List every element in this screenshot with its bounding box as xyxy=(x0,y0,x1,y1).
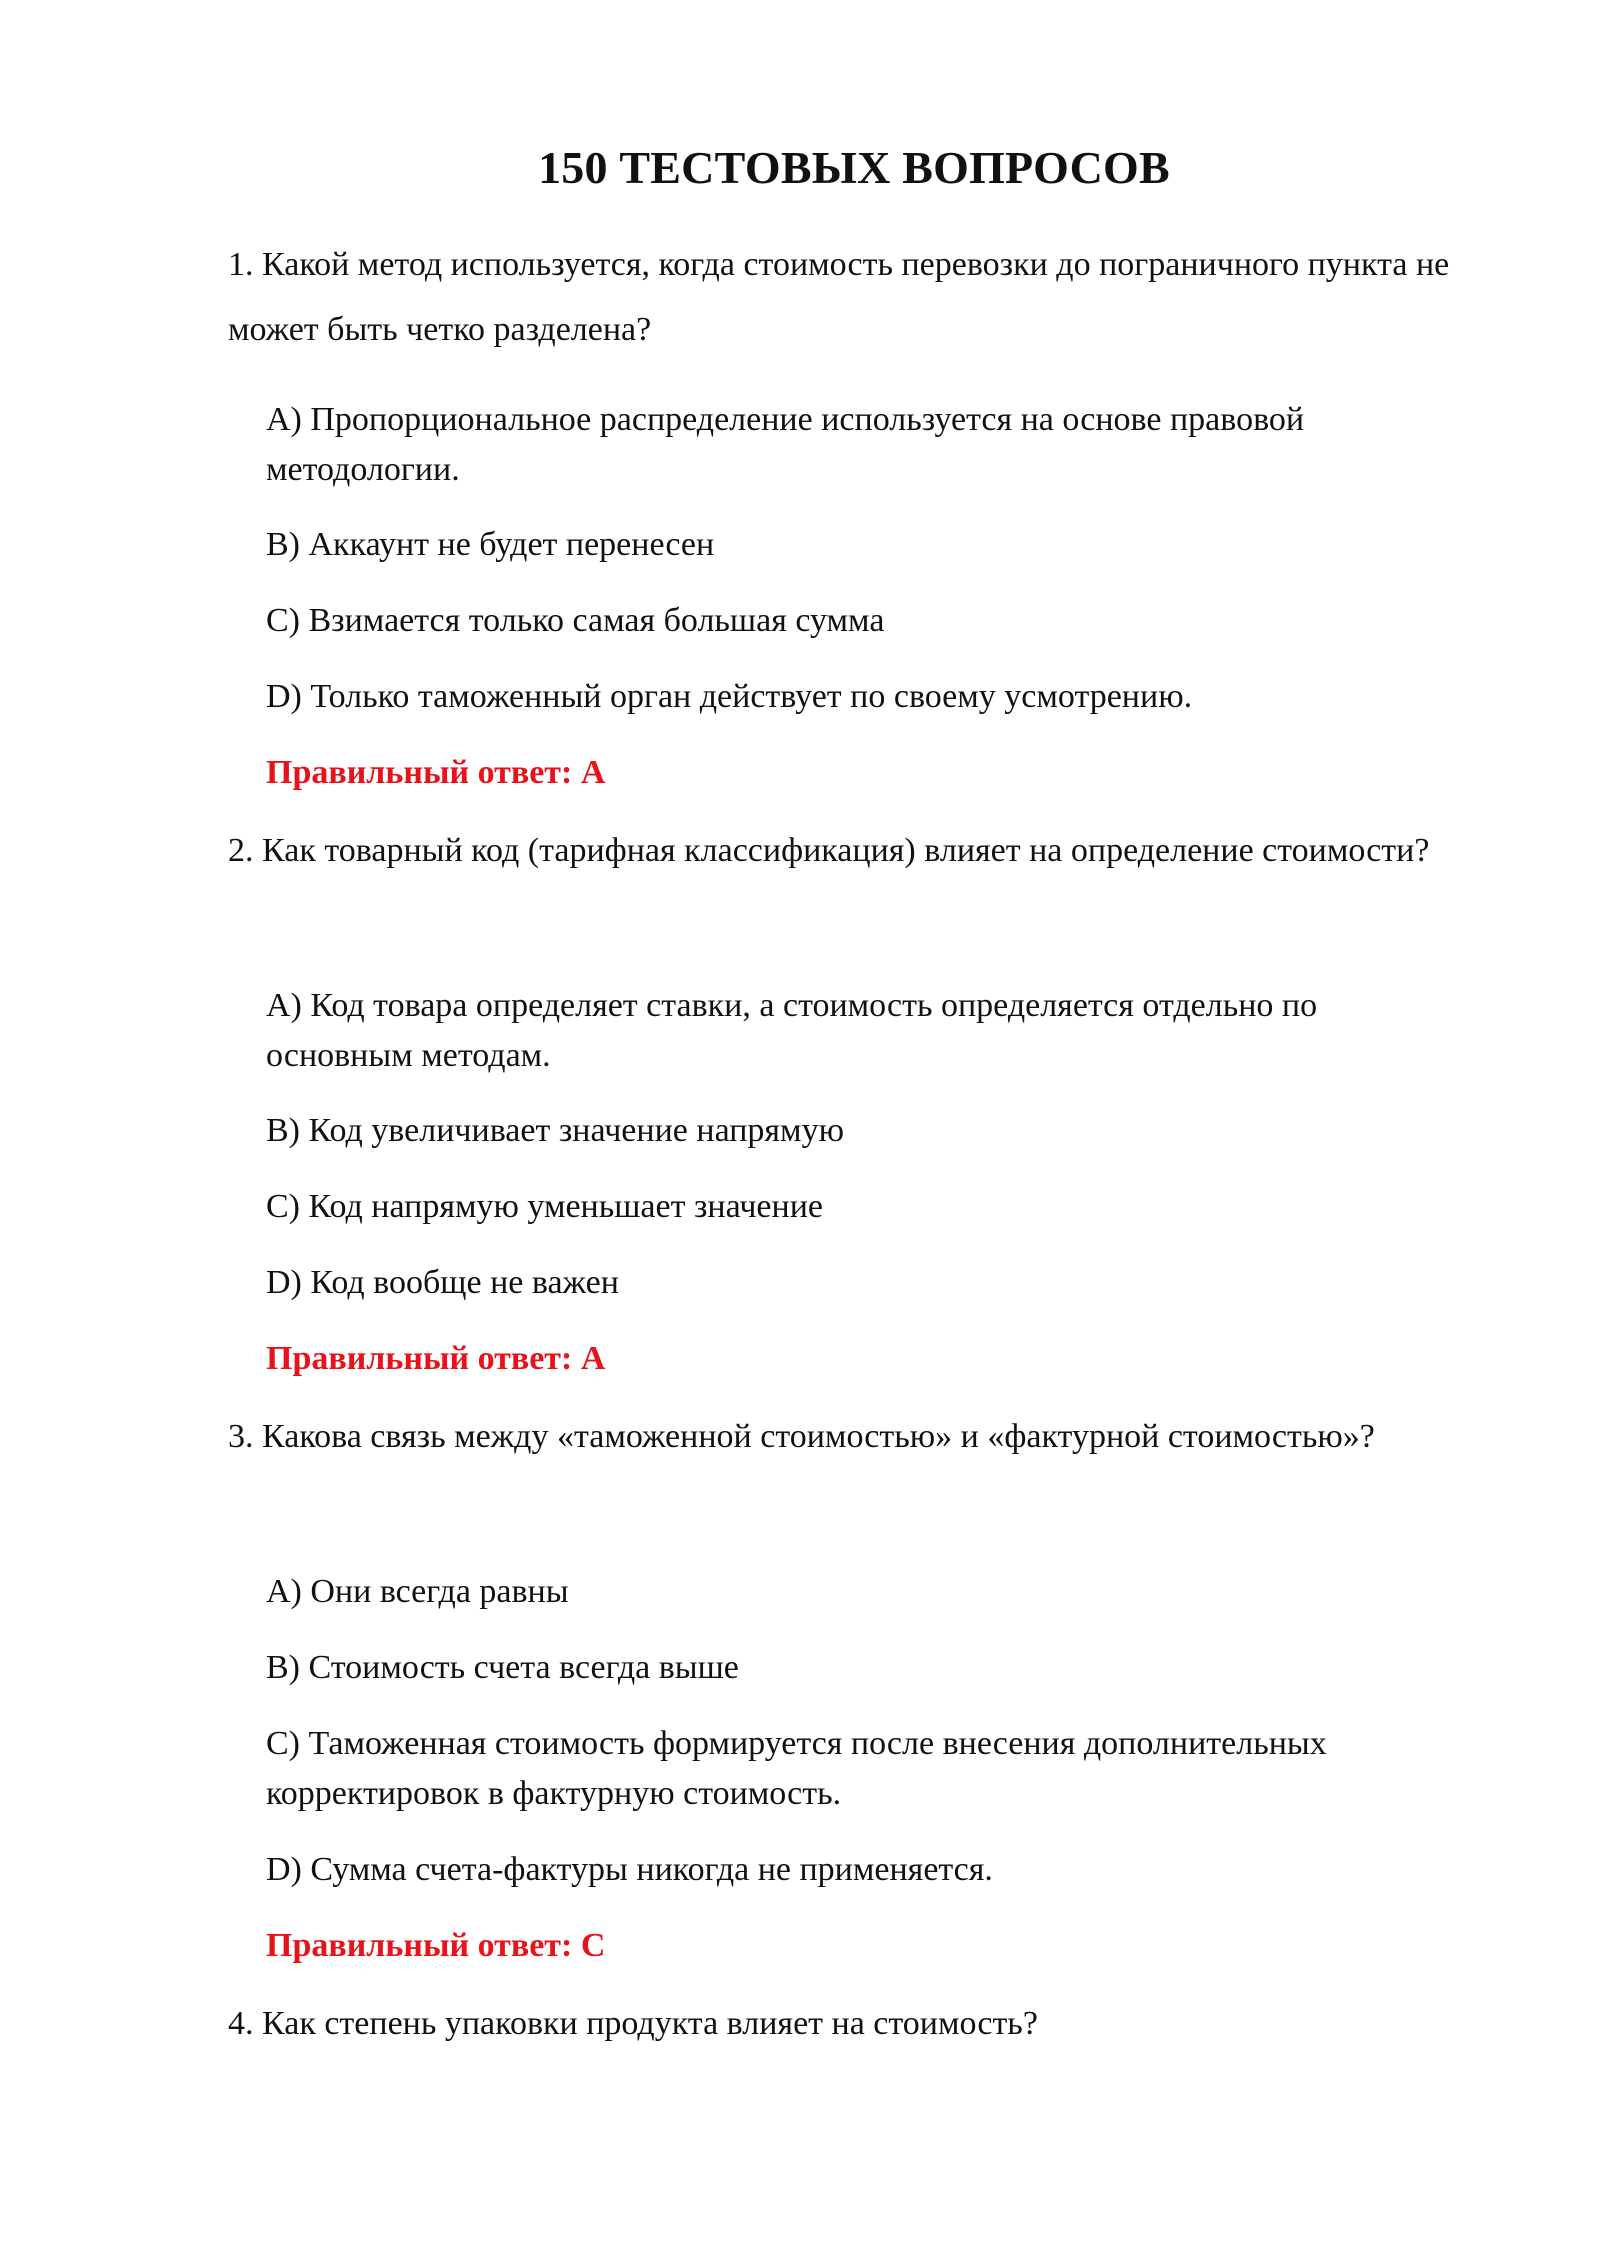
answer-option: B) Код увеличивает значение напрямую xyxy=(266,1112,844,1149)
answer-option: D) Сумма счета-фактуры никогда не применяется. xyxy=(266,1851,993,1888)
answer-option: C) Таможенная стоимость формируется после внесения дополнительных корректировок в фактурную стоимость. xyxy=(266,1725,1327,1812)
answer-option: A) Они всегда равны xyxy=(266,1573,569,1610)
correct-answer: Правильный ответ: C xyxy=(266,1927,606,1964)
question-text: 3. Какова связь между «таможенной стоимостью» и «фактурной стоимостью»? xyxy=(228,1418,1375,1455)
answer-option: C) Взимается только самая большая сумма xyxy=(266,602,885,639)
answer-option: B) Стоимость счета всегда выше xyxy=(266,1649,739,1686)
answer-option: C) Код напрямую уменьшает значение xyxy=(266,1188,823,1225)
correct-answer: Правильный ответ: A xyxy=(266,1340,606,1377)
answer-option: D) Только таможенный орган действует по своему усмотрению. xyxy=(266,678,1193,715)
answer-option: A) Код товара определяет ставки, а стоимость определяется отдельно по основным методам. xyxy=(266,987,1318,1074)
question-text: 4. Как степень упаковки продукта влияет на стоимость? xyxy=(228,2005,1038,2042)
question-text: 2. Как товарный код (тарифная классификация) влияет на определение стоимости? xyxy=(228,832,1430,869)
answer-option: A) Пропорциональное распределение используется на основе правовой методологии. xyxy=(266,401,1305,488)
answer-option: B) Аккаунт не будет перенесен xyxy=(266,526,715,563)
answer-option: D) Код вообще не важен xyxy=(266,1264,619,1301)
correct-answer: Правильный ответ: A xyxy=(266,754,606,791)
page-title: 150 ТЕСТОВЫХ ВОПРОСОВ xyxy=(538,142,1170,193)
question-text: 1. Какой метод используется, когда стоимость перевозки до пограничного пункта не может быть четко разделена? xyxy=(228,246,1450,348)
